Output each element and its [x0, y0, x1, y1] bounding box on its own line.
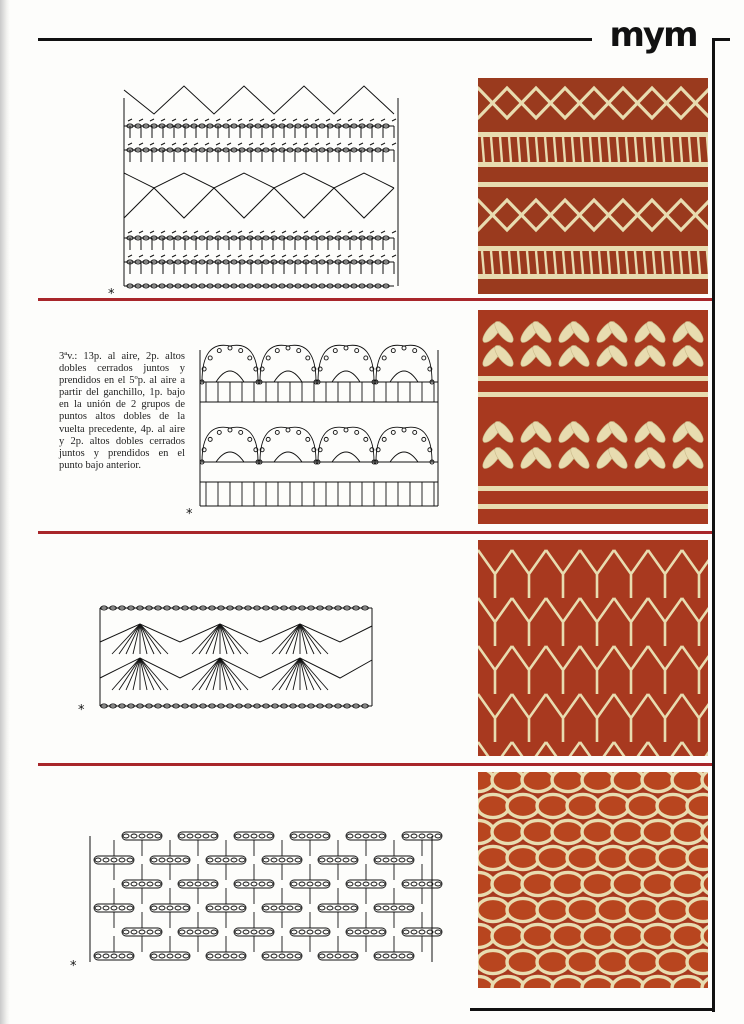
svg-text:*: * — [108, 287, 115, 300]
swatch-photo-leaf-lattice — [478, 310, 708, 524]
crochet-chart-brick-mesh — [70, 822, 450, 972]
section-separator — [38, 763, 712, 766]
page-gutter-shadow — [0, 0, 10, 1024]
bottom-rule — [470, 1008, 715, 1011]
header-rule — [38, 38, 592, 41]
svg-text:*: * — [78, 703, 85, 716]
crochet-chart-zigzag-fan — [78, 596, 378, 716]
svg-text:*: * — [70, 959, 77, 972]
crochet-chart-diamond — [108, 78, 408, 300]
svg-text:*: * — [186, 507, 193, 520]
section-separator — [38, 531, 712, 534]
swatch-photo-zigzag-fan — [478, 540, 708, 756]
swatch-photo-brick-mesh — [478, 772, 708, 988]
crochet-chart-leaf-lattice — [186, 330, 446, 520]
pattern-instructions: 3ªv.: 13p. al aire, 2p. altos dobles cerrados juntos y prendidos en el 5ºp. al aire a partir del ganchillo, 1p. bajo en la unión de 2 grupos de puntos altos dobles de la vuelta precedente, 4p. al aire y 2p. altos dobles cerrados juntos y prendidos en el punto bajo anterior. — [59, 351, 185, 471]
brand-logo: mym — [609, 15, 697, 55]
swatch-photo-diamond — [478, 78, 708, 294]
right-border-rule — [712, 40, 715, 1012]
